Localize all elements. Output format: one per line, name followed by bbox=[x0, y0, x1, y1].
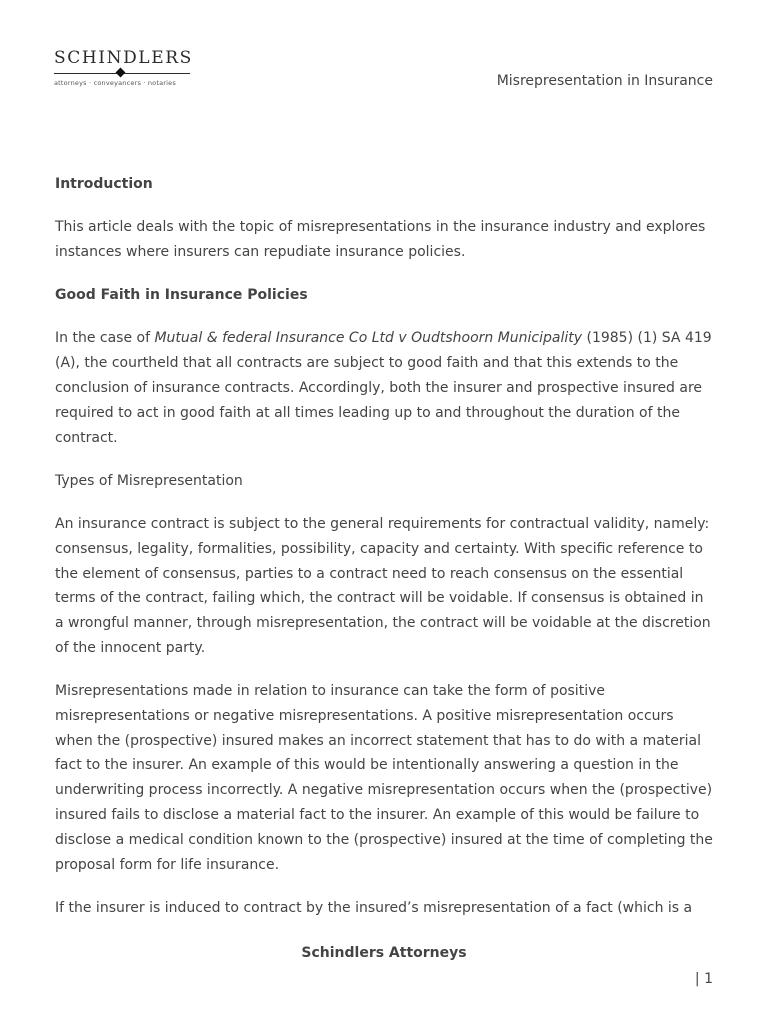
page-number: | 1 bbox=[694, 971, 713, 987]
paragraph-positive-negative: Misrepresentations made in relation to insurance can take the form of positive misrepresentations or negative misrepresentations. A positive misrepresentation occurs when the (prospective) insured makes an incorrect statement that has to do with a material fact to the insurer. An example of this would be intentionally answering a question in the underwriting process incorrectly. A negative misrepresentation occurs when the (prospective) insured fails to disclose a material fact to the insurer. An example of this would be failure to disclose a medical condition known to the (prospective) insured at the time of completing the proposal form for life insurance. bbox=[55, 683, 713, 873]
paragraph-inducement: If the insurer is induced to contract by the insured’s misrepresentation of a fact (which is a bbox=[55, 899, 693, 916]
document-header-title: Misrepresentation in Insurance bbox=[496, 73, 713, 89]
paragraph-introduction: This article deals with the topic of misrepresentations in the insurance industry and explores instances where insurers can repudiate insurance policies. bbox=[55, 219, 706, 260]
case-citation: Mutual & federal Insurance Co Ltd v Oudtshoorn Municipality bbox=[154, 330, 583, 347]
text-segment: (1985) (1) SA 419 (A), the courtheld that all contracts are subject to good faith and that this extends to the conclusion of insurance contracts. Accordingly, both the insurer and prospective insured are required to act in good faith at all times leading up to and throughout the duration of the contract. bbox=[55, 330, 712, 446]
heading-introduction: Introduction bbox=[55, 176, 153, 192]
heading-good-faith: Good Faith in Insurance Policies bbox=[55, 287, 308, 304]
paragraph-good-faith bbox=[55, 326, 715, 450]
logo-tagline: attorneys · conveyancers · notaries bbox=[54, 79, 176, 87]
logo-wordmark: SCHINDLERS bbox=[54, 48, 193, 68]
logo-rule bbox=[54, 69, 190, 78]
text-segment: In the case of bbox=[55, 330, 155, 347]
paragraph-contract-validity: An insurance contract is subject to the general requirements for contractual validity, namely: consensus, legality, formalities, possibility, capacity and certainty. With specific reference to the element of consensus, parties to a contract need to reach consensus on the essential terms of the contract, failing which, the contract will be voidable. If consensus is obtained in a wrongful manner, through misrepresentation, the contract will be voidable at the discretion of the innocent party. bbox=[55, 515, 711, 656]
schindlers-logo bbox=[54, 48, 193, 87]
diamond-icon bbox=[116, 68, 126, 78]
heading-types-of-misrepresentation: Types of Misrepresentation bbox=[55, 472, 243, 489]
footer-firm-name: Schindlers Attorneys bbox=[301, 945, 467, 961]
document-body bbox=[55, 172, 715, 939]
